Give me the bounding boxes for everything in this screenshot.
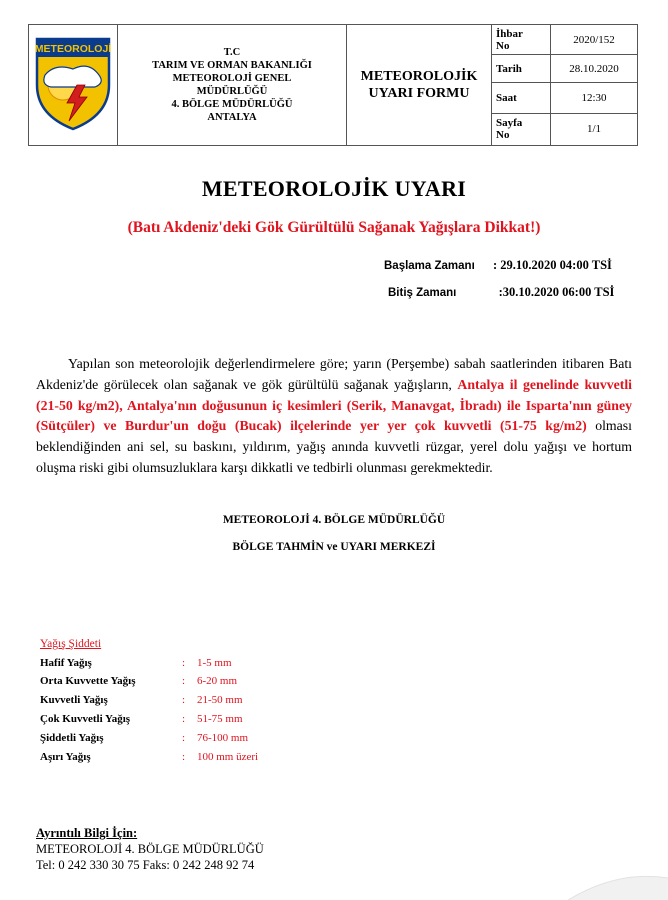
legend-value: 1-5 mm [197, 657, 232, 669]
organization-cell [118, 25, 347, 146]
contact-office: METEOROLOJİ 4. BÖLGE MÜDÜRLÜĞÜ [36, 842, 264, 856]
meta-label-line: Tarih [496, 62, 522, 75]
org-line: TARIM VE ORMAN BAKANLIĞI [152, 60, 312, 71]
contact-heading: Ayrıntılı Bilgi İçin: [36, 826, 138, 840]
legend-value: 6-20 mm [197, 675, 238, 687]
svg-text:METEOROLOJİ: METEOROLOJİ [34, 42, 112, 55]
meta-value-saat: 12:30 [551, 83, 638, 113]
page-curl-decoration [558, 860, 668, 900]
legend-value: 76-100 mm [197, 732, 249, 744]
meta-label-line: İhbar [496, 27, 523, 40]
meta-value-ihbar: 2020/152 [551, 25, 638, 55]
form-title-line-1: METEOROLOJİK [360, 69, 478, 84]
end-time-label: Bitiş Zamanı [388, 287, 457, 299]
meta-label-line: Sayfa [496, 117, 523, 130]
body-text-2: olması beklendiğinden ani sel, su baskını, yıldırım, yağış anında kuvvetli rüzgar, yerel dolu yağışı ve hortum oluşma riski gibi olumsuzluklara karşı dikkatli ve tedbirli olunması gerekmektedir. [36, 418, 632, 475]
meta-label-saat [492, 83, 551, 113]
legend-name: Çok Kuvvetli Yağış [40, 713, 131, 725]
org-line: T.C [223, 47, 241, 58]
warning-body [36, 354, 632, 479]
org-line: 4. BÖLGE MÜDÜRLÜĞÜ [171, 99, 293, 110]
legend-name: Kuvvetli Yağış [40, 694, 108, 706]
legend-colon: : [182, 751, 186, 763]
legend-value: 21-50 mm [197, 694, 243, 706]
legend-name: Orta Kuvvette Yağış [40, 675, 136, 687]
legend-colon: : [182, 657, 186, 669]
meta-label-tarih [492, 55, 551, 83]
meta-value-tarih: 28.10.2020 [551, 55, 638, 83]
meta-label-line: No [496, 129, 510, 142]
meteoroloji-logo [33, 35, 113, 131]
end-time [388, 285, 614, 300]
org-line: MÜDÜRLÜĞÜ [196, 86, 268, 97]
legend-colon: : [182, 732, 186, 744]
legend-value: 100 mm üzeri [197, 751, 259, 763]
form-title-line-2: UYARI FORMU [368, 86, 470, 101]
legend-colon: : [182, 713, 186, 725]
meta-value-sayfa: 1/1 [551, 113, 638, 145]
meta-label-sayfa [492, 113, 551, 145]
body-highlight: Antalya il genelinde kuvvetli (21-50 kg/m2), Antalya'nın doğusunun iç kesimleri (Serik, Manavgat, İbradı) ile Isparta'nın güney (Sütçüler) ve Burdur'un doğu (Bucak) ilçelerinde yer yer çok kuvvetli (51-75 kg/m2) [36, 376, 632, 434]
org-line: METEOROLOJİ GENEL [172, 73, 292, 84]
signature-line-2: BÖLGE TAHMİN ve UYARI MERKEZİ [232, 541, 436, 553]
legend-value: 51-75 mm [197, 713, 243, 725]
legend-colon: : [182, 694, 186, 706]
meta-label-ihbar [492, 25, 551, 55]
form-title-cell [347, 25, 492, 146]
legend-colon: : [182, 675, 186, 687]
header-table [28, 24, 638, 146]
page-title: METEOROLOJİK UYARI [201, 176, 467, 201]
signature-line-1: METEOROLOJİ 4. BÖLGE MÜDÜRLÜĞÜ [222, 514, 446, 526]
meta-label-line: Saat [496, 92, 517, 105]
start-time-value: : 29.10.2020 04:00 TSİ [493, 258, 612, 272]
org-line: ANTALYA [207, 112, 257, 123]
warning-subtitle: (Batı Akdeniz'deki Gök Gürültülü Sağanak Yağışlara Dikkat!) [127, 219, 541, 236]
legend-name: Şiddetli Yağış [40, 732, 104, 744]
logo-cell [29, 25, 118, 146]
start-time [384, 258, 612, 273]
legend-title: Yağış Şiddeti [40, 638, 102, 650]
start-time-label: Başlama Zamanı [384, 260, 475, 272]
contact-phone: Tel: 0 242 330 30 75 Faks: 0 242 248 92 74 [36, 858, 255, 872]
legend-name: Hafif Yağış [40, 657, 92, 669]
end-time-value: :30.10.2020 06:00 TSİ [498, 285, 615, 299]
meta-label-line: No [496, 39, 510, 52]
body-text-1: Yapılan son meteorolojik değerlendirmelere göre; yarın (Perşembe) sabah saatlerinden itibaren Batı Akdeniz'de görülecek olan sağanak ve gök gürültülü sağanak yağışların, [36, 356, 632, 392]
legend-name: Aşırı Yağış [40, 751, 91, 763]
